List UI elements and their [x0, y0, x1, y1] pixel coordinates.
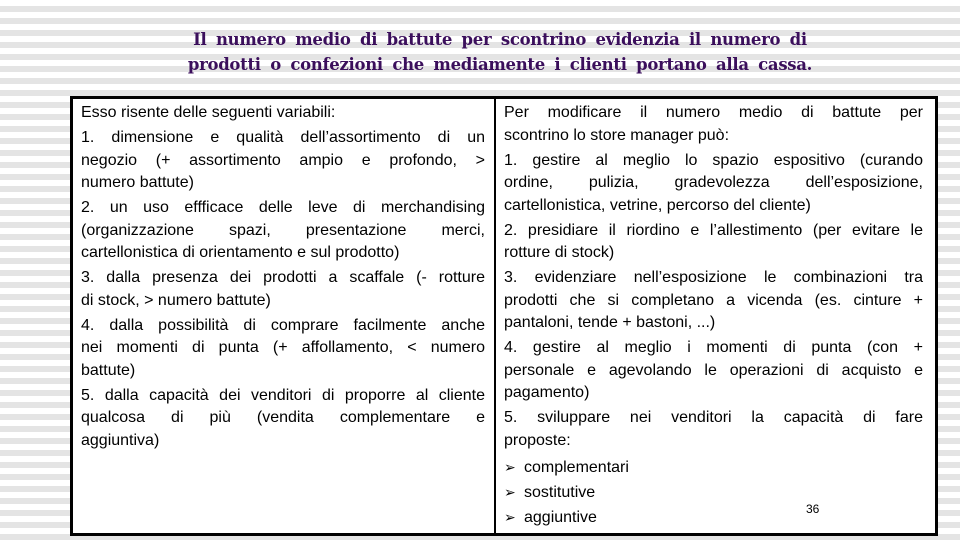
- bullet-text: aggiuntive: [524, 508, 597, 526]
- text-line: 5. sviluppare nei venditori la capacità di fare: [504, 409, 923, 426]
- paragraph: [504, 220, 923, 265]
- paragraph: [504, 102, 923, 147]
- arrow-bullet-icon: ➢: [504, 483, 516, 500]
- text-line: pantaloni, tende + bastoni, ...): [504, 314, 716, 331]
- bullet-text: sostitutive: [524, 483, 596, 501]
- text-line: 4. gestire al meglio i momenti di punta (con +: [504, 339, 923, 356]
- text-line: prodotti che si completano a vicenda (es. cinture +: [504, 291, 923, 309]
- bullet-text: complementari: [524, 458, 629, 476]
- text-line: negozio (+ assortimento ampio e profondo, >: [81, 151, 485, 169]
- text-line: Esso risente delle seguenti variabili:: [81, 104, 336, 121]
- arrow-bullet-icon: ➢: [504, 508, 516, 525]
- text-line: numero battute): [81, 174, 194, 191]
- text-line: 3. dalla presenza dei prodotti a scaffale (- rotture: [81, 269, 485, 286]
- text-line: 2. presidiare il riordino e l’allestimento (per evitare le: [504, 221, 923, 239]
- column-divider: [494, 99, 496, 533]
- text-line: scontrino lo store manager può:: [504, 126, 730, 144]
- bullet-item: [504, 480, 923, 505]
- text-line: 4. dalla possibilità di comprare facilmente anche: [81, 316, 485, 334]
- text-line: (organizzazione spazi, presentazione merci,: [81, 221, 485, 239]
- content-table: [70, 96, 938, 536]
- left-column: [81, 102, 485, 455]
- text-line: battute): [81, 361, 136, 379]
- text-line: 5. dalla capacità dei venditori di proporre al cliente: [81, 386, 485, 404]
- paragraph: [81, 197, 485, 265]
- paragraph: [504, 407, 923, 452]
- bullet-item: [504, 505, 923, 530]
- right-column: [504, 102, 923, 530]
- text-line: aggiuntiva): [81, 431, 160, 449]
- text-line: ordine, pulizia, gradevolezza dell’esposizione,: [504, 174, 923, 191]
- paragraph: [81, 102, 485, 125]
- paragraph: [504, 267, 923, 335]
- text-line: cartellonistica di orientamento e sul prodotto): [81, 244, 400, 261]
- bullet-item: [504, 455, 923, 480]
- text-line: nei momenti di punta (+ affollamento, < numero: [81, 339, 485, 356]
- text-line: 3. evidenziare nell’esposizione le combinazioni tra: [504, 269, 923, 286]
- text-line: cartellonistica, vetrine, percorso del cliente): [504, 196, 811, 214]
- paragraph: [81, 127, 485, 195]
- text-line: pagamento): [504, 384, 590, 401]
- title-line: Il numero medio di battute per scontrino evidenzia il numero di: [193, 30, 807, 49]
- text-line: 1. gestire al meglio lo spazio espositivo (curando: [504, 151, 923, 169]
- text-line: di stock, > numero battute): [81, 291, 271, 309]
- paragraph: [504, 150, 923, 218]
- text-line: personale e agevolando le operazioni di acquisto e: [504, 361, 923, 379]
- text-line: proposte:: [504, 431, 571, 449]
- paragraph: [504, 337, 923, 405]
- text-line: rotture di stock): [504, 244, 615, 261]
- text-line: 1. dimensione e qualità dell’assortimento di un: [81, 129, 485, 146]
- text-line: qualcosa di più (vendita complementare e: [81, 409, 485, 426]
- slide-title: [150, 27, 850, 77]
- page-number: 36: [806, 502, 820, 516]
- paragraph: [81, 267, 485, 312]
- text-line: Per modificare il numero medio di battute per: [504, 104, 923, 121]
- paragraph: [81, 315, 485, 383]
- text-line: 2. un uso effficace delle leve di merchandising: [81, 199, 485, 216]
- arrow-bullet-icon: ➢: [504, 458, 516, 475]
- title-line: prodotti o confezioni che mediamente i clienti portano alla cassa.: [187, 55, 813, 74]
- paragraph: [81, 385, 485, 453]
